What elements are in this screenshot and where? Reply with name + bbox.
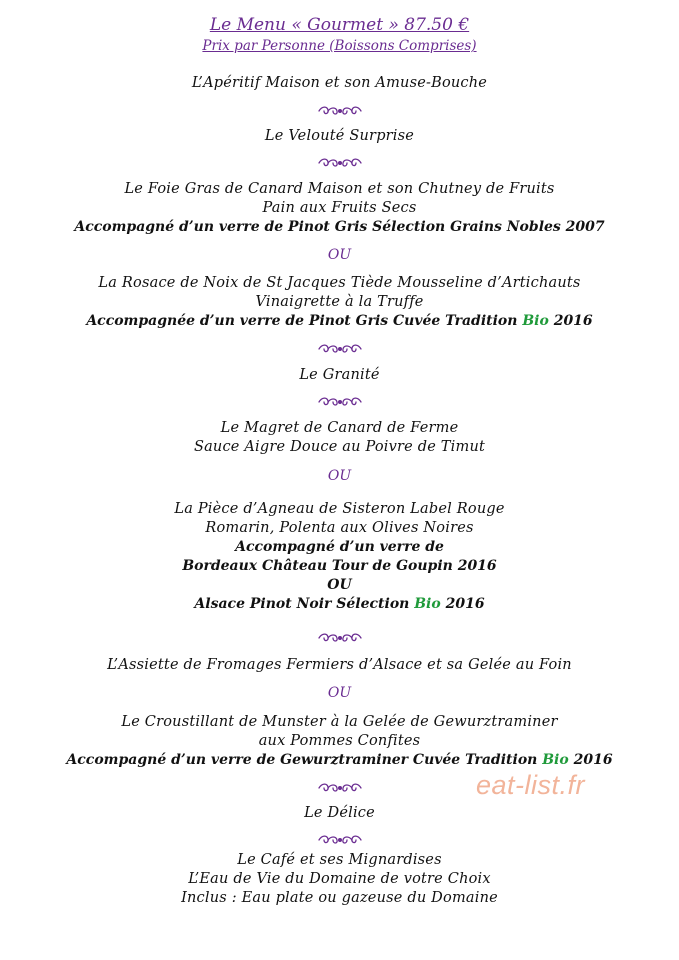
- ornament-divider-icon: [0, 396, 679, 408]
- starter1-wine: Accompagné d’un verre de Pinot Gris Sélection Grains Nobles 2007: [74, 219, 605, 235]
- final-line2: L’Eau de Vie du Domaine de votre Choix: [188, 871, 491, 887]
- ornament-divider-icon: [0, 105, 679, 117]
- starter1-line1: Le Foie Gras de Canard Maison et son Chutney de Fruits: [124, 181, 555, 197]
- cheese2-line2: aux Pommes Confites: [258, 733, 421, 749]
- main-wine-line1: Accompagné d’un verre de: [235, 539, 444, 555]
- wine-year: 2016: [568, 752, 613, 768]
- or-label: OU: [327, 685, 352, 701]
- veloute-text: Le Velouté Surprise: [264, 128, 415, 144]
- or-label: OU: [327, 468, 352, 484]
- cheese2-line1: Le Croustillant de Munster à la Gelée de Gewurztraminer: [121, 714, 558, 730]
- main-wine-alt: [0, 595, 679, 613]
- wine-year: 2016: [548, 313, 593, 329]
- starter2-line2: Vinaigrette à la Truffe: [255, 294, 424, 310]
- starter2-line1: La Rosace de Noix de St Jacques Tiède Mousseline d’Artichauts: [98, 275, 581, 291]
- watermark-text: eat-list.fr: [476, 770, 586, 800]
- main1-line1: Le Magret de Canard de Ferme: [220, 420, 459, 436]
- final-line3: Inclus : Eau plate ou gazeuse du Domaine: [181, 890, 498, 906]
- granite-text: Le Granité: [299, 367, 380, 383]
- cheese-wine: [0, 751, 679, 769]
- ornament-divider-icon: [0, 834, 679, 846]
- ornament-divider-icon: [0, 157, 679, 169]
- bio-label: Bio: [414, 596, 441, 612]
- cheese1-text: L’Assiette de Fromages Fermiers d’Alsace et sa Gelée au Foin: [107, 657, 572, 673]
- aperitif-text: L’Apéritif Maison et son Amuse-Bouche: [191, 75, 488, 91]
- wine-text: Accompagnée d’un verre de Pinot Gris Cuvée Tradition: [86, 313, 523, 329]
- starter1-line2: Pain aux Fruits Secs: [262, 200, 417, 216]
- or-label: OU: [327, 247, 352, 263]
- dessert-text: Le Délice: [304, 805, 375, 821]
- main-wine-or: OU: [327, 577, 352, 593]
- starter2-wine: [0, 312, 679, 330]
- final-line1: Le Café et ses Mignardises: [237, 852, 442, 868]
- main-wine-line2: Bordeaux Château Tour de Goupin 2016: [182, 558, 497, 574]
- wine-text: Accompagné d’un verre de Gewurztraminer Cuvée Tradition: [66, 752, 543, 768]
- main2-line1: La Pièce d’Agneau de Sisteron Label Rouge: [174, 501, 505, 517]
- ornament-divider-icon: [0, 632, 679, 644]
- bio-label: Bio: [542, 752, 569, 768]
- main1-line2: Sauce Aigre Douce au Poivre de Timut: [193, 439, 486, 455]
- wine-text: Alsace Pinot Noir Sélection: [194, 596, 415, 612]
- main2-line2: Romarin, Polenta aux Olives Noires: [205, 520, 474, 536]
- menu-title: Le Menu « Gourmet » 87.50 €: [209, 15, 470, 35]
- ornament-divider-icon: [0, 343, 679, 355]
- wine-year: 2016: [440, 596, 485, 612]
- menu-subtitle: Prix par Personne (Boissons Comprises): [202, 38, 477, 54]
- bio-label: Bio: [522, 313, 549, 329]
